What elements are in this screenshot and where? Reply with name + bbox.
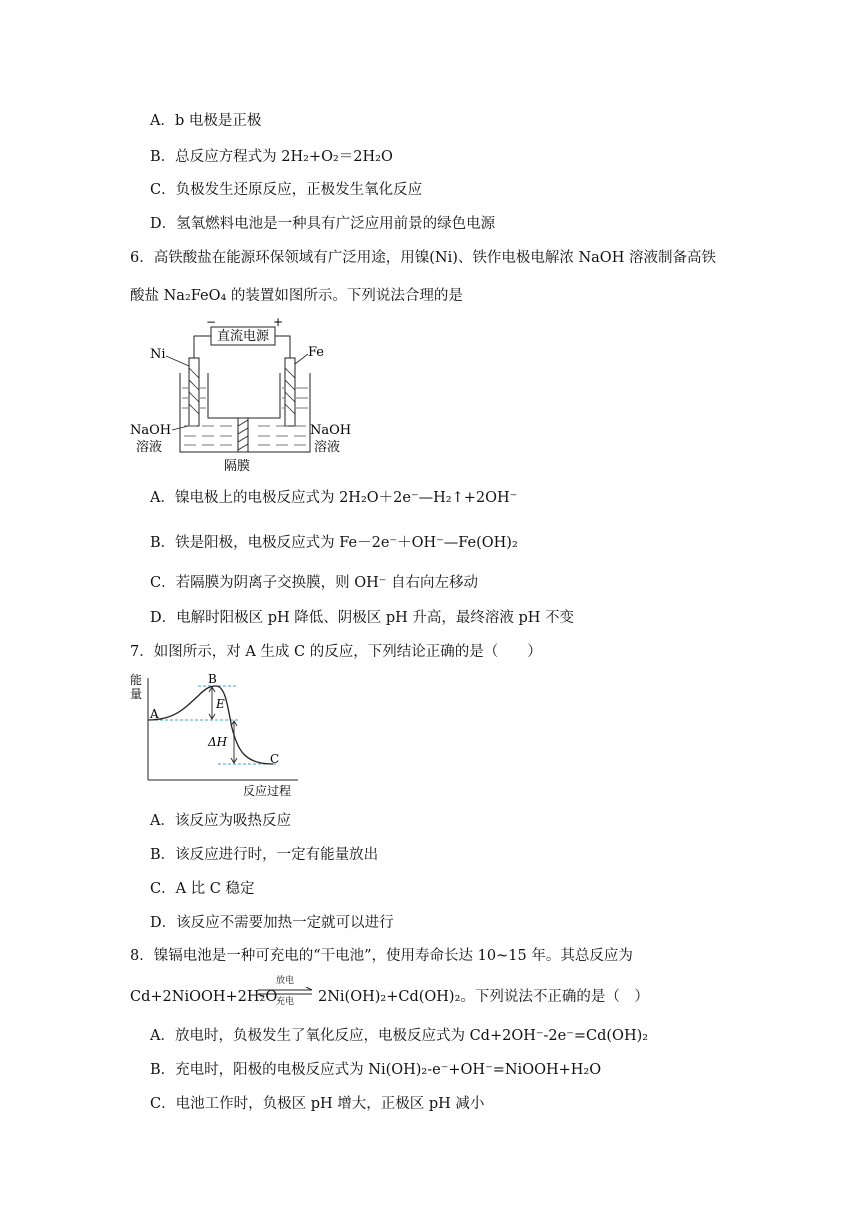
q5-option-c: C．负极发生还原反应，正极发生氧化反应 [150, 182, 423, 198]
q5-option-d: D．氢氧燃料电池是一种具有广泛应用前景的绿色电源 [150, 216, 496, 232]
q8-stem-line2-right: 2Ni(OH)₂+Cd(OH)₂。下列说法不正确的是（ ） [318, 989, 649, 1005]
q5-option-a: A．b 电极是正极 [150, 113, 262, 129]
solution-right-label: 溶液 [314, 440, 341, 455]
q7-option-d: D．该反应不需要加热一定就可以进行 [150, 915, 394, 931]
q7-option-a: A．该反应为吸热反应 [150, 813, 291, 829]
reversible-arrow [256, 976, 314, 1010]
q8-option-c: C．电池工作时，负极区 pH 增大，正极区 pH 减小 [150, 1096, 485, 1112]
membrane-label: 隔膜 [224, 459, 251, 474]
naoh-left-label: NaOH [130, 423, 172, 438]
q6-stem-line2: 酸盐 Na₂FeO₄ 的装置如图所示。下列说法合理的是 [130, 288, 463, 304]
electrolysis-apparatus-figure [128, 318, 368, 478]
q8-option-b: B．充电时，阳极的电极反应式为 Ni(OH)₂-e⁻+OH⁻=NiOOH+H₂O [150, 1062, 602, 1078]
x-axis-label: 反应过程 [243, 784, 292, 798]
ni-label: Ni [150, 347, 166, 362]
q6-stem-line1: 6．高铁酸盐在能源环保领域有广泛用途，用镍(Ni)、铁作电极电解浓 NaOH 溶液制备高铁 [130, 250, 716, 266]
q6-option-d: D．电解时阳极区 pH 降低、阴极区 pH 升高，最终溶液 pH 不变 [150, 610, 575, 626]
y-axis-label-2: 量 [130, 687, 143, 701]
power-supply-label: 直流电源 [216, 329, 270, 344]
point-b-label: B [208, 672, 217, 686]
solution-left-label: 溶液 [136, 440, 163, 455]
q7-option-c: C．A 比 C 稳定 [150, 881, 255, 897]
arrow-bottom-label: 充电 [275, 997, 294, 1007]
q8-stem-line2-left: Cd+2NiOOH+2H₂O [130, 989, 278, 1005]
fe-label: Fe [308, 345, 325, 360]
minus-sign: − [206, 318, 217, 329]
delta-h-label: ΔH [208, 735, 228, 749]
q5-option-b: B．总反应方程式为 2H₂+O₂＝2H₂O [150, 149, 393, 165]
q8-stem-line1: 8．镍镉电池是一种可充电的“干电池”，使用寿命长达 10~15 年。其总反应为 [130, 948, 633, 964]
q7-option-b: B．该反应进行时，一定有能量放出 [150, 847, 379, 863]
q6-option-b: B．铁是阳极，电极反应式为 Fe－2e⁻＋OH⁻—Fe(OH)₂ [150, 535, 518, 551]
q8-option-a: A．放电时，负极发生了氧化反应，电极反应式为 Cd+2OH⁻-2e⁻=Cd(OH)₂ [150, 1028, 649, 1044]
energy-curve [148, 686, 273, 764]
q6-option-c: C．若隔膜为阴离子交换膜，则 OH⁻ 自右向左移动 [150, 575, 478, 591]
arrow-top-label: 放电 [275, 976, 294, 986]
energy-diagram-figure [128, 670, 308, 800]
q7-stem: 7．如图所示，对 A 生成 C 的反应，下列结论正确的是（ ） [130, 644, 542, 660]
naoh-right-label: NaOH [310, 423, 352, 438]
point-a-label: A [150, 707, 159, 721]
q6-option-a: A．镍电极上的电极反应式为 2H₂O＋2e⁻—H₂↑+2OH⁻ [150, 490, 518, 506]
plus-sign: + [273, 318, 284, 329]
point-c-label: C [270, 752, 280, 766]
y-axis-label-1: 能 [130, 673, 143, 687]
activation-energy-label: E [216, 697, 225, 711]
